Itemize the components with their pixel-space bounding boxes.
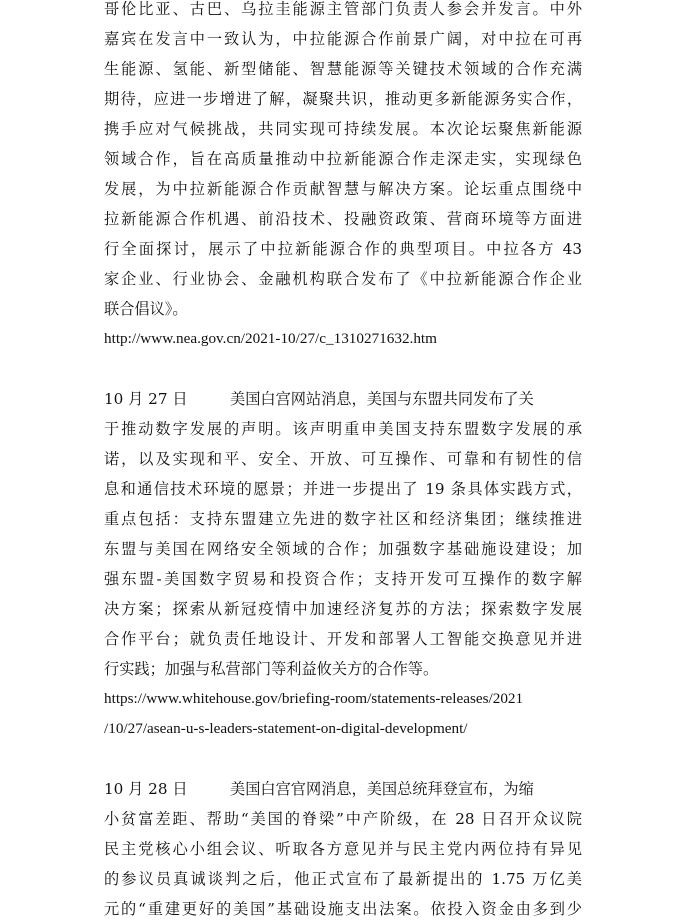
- body-text-line: 息和通信技术环境的愿景；并进一步提出了 19 条具体实践方式，: [104, 480, 582, 498]
- source-link[interactable]: /10/27/asean-u-s-leaders-statement-on-digital-development/: [104, 720, 468, 737]
- body-text-line: 联合倡议》。: [104, 300, 188, 318]
- body-text-line: 领域合作，旨在高质量推动中拉新能源合作走深走实，实现绿色: [104, 150, 582, 168]
- body-text-line: 生能源、氢能、新型储能、智慧能源等关键技术领域的合作充满: [104, 60, 582, 78]
- source-link[interactable]: http://www.nea.gov.cn/2021-10/27/c_1310271632.htm: [104, 330, 437, 347]
- body-text-line: 小贫富差距、帮助“美国的脊梁”中产阶级，在 28 日召开众议院: [104, 810, 582, 828]
- body-text-line: 美国白宫网站消息，美国与东盟共同发布了关: [230, 390, 534, 408]
- body-text-line: 期待，应进一步增进了解，凝聚共识，推动更多新能源务实合作，: [104, 90, 582, 108]
- body-text-line: 家企业、行业协会、金融机构联合发布了《中拉新能源合作企业: [104, 270, 582, 288]
- body-text-line: 民主党核心小组会议、听取各方意见并与民主党内两位持有异见: [104, 840, 582, 858]
- body-text-line: 嘉宾在发言中一致认为，中拉能源合作前景广阔，对中拉在可再: [104, 30, 582, 48]
- source-link[interactable]: https://www.whitehouse.gov/briefing-room/statements-releases/2021: [104, 690, 524, 707]
- body-text-line: 东盟与美国在网络安全领域的合作；加强数字基础施设建设；加: [104, 540, 582, 558]
- news-entry: [104, 0, 582, 354]
- body-text-line: 重点包括：支持东盟建立先进的数字社区和经济集团；继续推进: [104, 510, 582, 528]
- entry-header-line: [104, 774, 582, 804]
- news-entry: [104, 384, 582, 744]
- body-text-line: 诺，以及实现和平、安全、开放、可互操作、可靠和有韧性的信: [104, 450, 582, 468]
- body-text-line: 元的“重建更好的美国”基础设施支出法案。依投入资金由多到少: [104, 900, 582, 918]
- body-text-line: 决方案；探索从新冠疫情中加速经济复苏的方法；探索数字发展: [104, 600, 582, 618]
- body-text-line: 合作平台；就负责任地设计、开发和部署人工智能交换意见并进: [104, 630, 582, 648]
- body-text-line: 行实践；加强与私营部门等利益攸关方的合作等。: [104, 660, 439, 678]
- body-text-line: 行全面探讨，展示了中拉新能源合作的典型项目。中拉各方 43: [104, 240, 582, 258]
- body-text-line: 哥伦比亚、古巴、乌拉圭能源主管部门负责人参会并发言。中外: [104, 0, 582, 18]
- body-text-line: 发展，为中拉新能源合作贡献智慧与解决方案。论坛重点围绕中: [104, 180, 582, 198]
- body-text-line: 的参议员真诚谈判之后，他正式宣布了最新提出的 1.75 万亿美: [104, 870, 582, 888]
- news-entry: [104, 774, 582, 924]
- entry-spacer: [104, 744, 582, 774]
- entry-date: 10 月 28 日: [104, 780, 188, 798]
- body-text-line: 美国白宫官网消息，美国总统拜登宣布，为缩: [230, 780, 534, 798]
- body-text-line: 强东盟-美国数字贸易和投资合作；支持开发可互操作的数字解: [104, 570, 582, 588]
- body-text-line: 携手应对气候挑战，共同实现可持续发展。本次论坛聚焦新能源: [104, 120, 582, 138]
- entry-spacer: [104, 354, 582, 384]
- body-text-line: 于推动数字发展的声明。该声明重申美国支持东盟数字发展的承: [104, 420, 582, 438]
- entry-header-line: [104, 384, 582, 414]
- entry-date: 10 月 27 日: [104, 390, 188, 408]
- body-text-line: 拉新能源合作机遇、前沿技术、投融资政策、营商环境等方面进: [104, 210, 582, 228]
- document-page: [104, 0, 582, 924]
